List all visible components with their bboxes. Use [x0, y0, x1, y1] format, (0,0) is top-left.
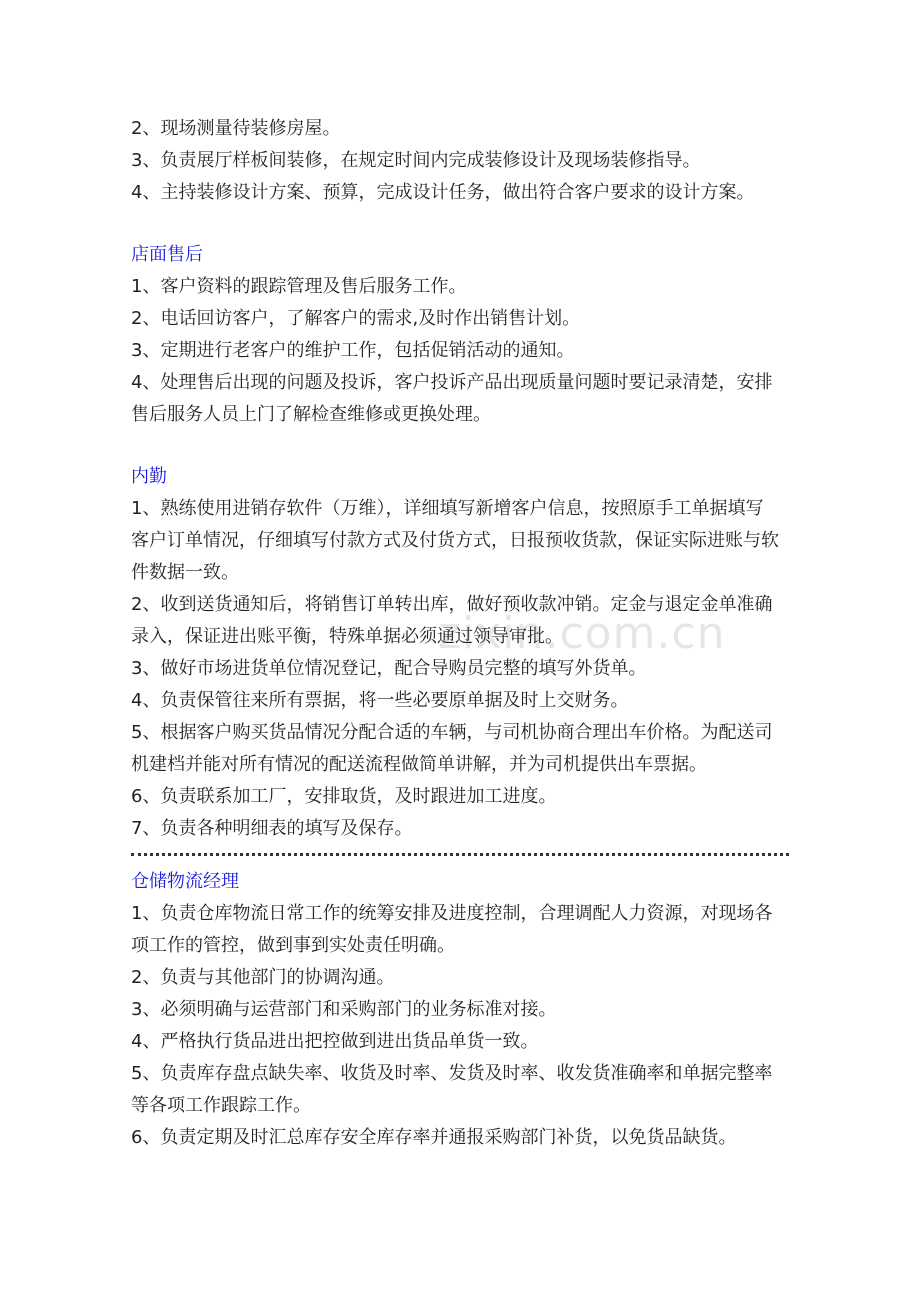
list-item: 6、负责联系加工厂，安排取货，及时跟进加工进度。 — [131, 786, 557, 807]
list-item: 1、负责仓库物流日常工作的统筹安排及进度控制，合理调配人力资源，对现场各 — [131, 903, 773, 924]
list-item: 3、定期进行老客户的维护工作，包括促销活动的通知。 — [131, 340, 575, 361]
list-item: 3、必须明确与运营部门和采购部门的业务标准对接。 — [131, 999, 557, 1020]
list-item: 5、根据客户购买货品情况分配合适的车辆，与司机协商合理出车价格。为配送司 — [131, 722, 773, 743]
document-body — [131, 113, 796, 1154]
section-logistics — [131, 866, 796, 1154]
spacer — [131, 431, 796, 461]
list-item: 项工作的管控，做到事到实处责任明确。 — [131, 935, 455, 956]
section-office — [131, 461, 796, 845]
section-aftersales — [131, 239, 796, 431]
section-design-continued — [131, 113, 796, 209]
list-item: 4、严格执行货品进出把控做到进出货品单货一致。 — [131, 1031, 539, 1052]
list-item: 4、负责保管往来所有票据，将一些必要原单据及时上交财务。 — [131, 690, 629, 711]
list-item: 1、熟练使用进销存软件（万维），详细填写新增客户信息，按照原手工单据填写 — [131, 498, 764, 519]
list-item: 5、负责库存盘点缺失率、收货及时率、发货及时率、收发货准确率和单据完整率 — [131, 1063, 773, 1084]
list-item: 售后服务人员上门了解检查维修或更换处理。 — [131, 404, 491, 425]
section-title: 店面售后 — [131, 244, 203, 265]
section-title: 内勤 — [131, 466, 167, 487]
dotted-divider — [131, 853, 789, 856]
list-item: 等各项工作跟踪工作。 — [131, 1095, 311, 1116]
watermark-text: zixin.com.cn — [438, 608, 726, 659]
section-title: 仓储物流经理 — [131, 871, 239, 892]
list-item: 4、主持装修设计方案、预算，完成设计任务，做出符合客户要求的设计方案。 — [131, 182, 755, 203]
list-item: 客户订单情况，仔细填写付款方式及付货方式，日报预收货款，保证实际进账与软 — [131, 530, 779, 551]
list-item: 件数据一致。 — [131, 562, 239, 583]
list-item: 2、电话回访客户，了解客户的需求,及时作出销售计划。 — [131, 308, 581, 329]
list-item: 3、做好市场进货单位情况登记，配合导购员完整的填写外货单。 — [131, 658, 647, 679]
list-item: 3、负责展厅样板间装修，在规定时间内完成装修设计及现场装修指导。 — [131, 150, 701, 171]
list-item: 2、收到送货通知后，将销售订单转出库，做好预收款冲销。定金与退定金单准确 — [131, 594, 773, 615]
list-item: 机建档并能对所有情况的配送流程做简单讲解，并为司机提供出车票据。 — [131, 754, 707, 775]
list-item: 录入，保证进出账平衡，特殊单据必须通过领导审批。 — [131, 626, 563, 647]
list-item: 2、负责与其他部门的协调沟通。 — [131, 967, 395, 988]
list-item: 1、客户资料的跟踪管理及售后服务工作。 — [131, 276, 467, 297]
list-item: 2、现场测量待装修房屋。 — [131, 118, 341, 139]
spacer — [131, 209, 796, 239]
list-item: 4、处理售后出现的问题及投诉，客户投诉产品出现质量问题时要记录清楚，安排 — [131, 372, 773, 393]
list-item: 7、负责各种明细表的填写及保存。 — [131, 818, 413, 839]
list-item: 6、负责定期及时汇总库存安全库存率并通报采购部门补货，以免货品缺货。 — [131, 1127, 737, 1148]
